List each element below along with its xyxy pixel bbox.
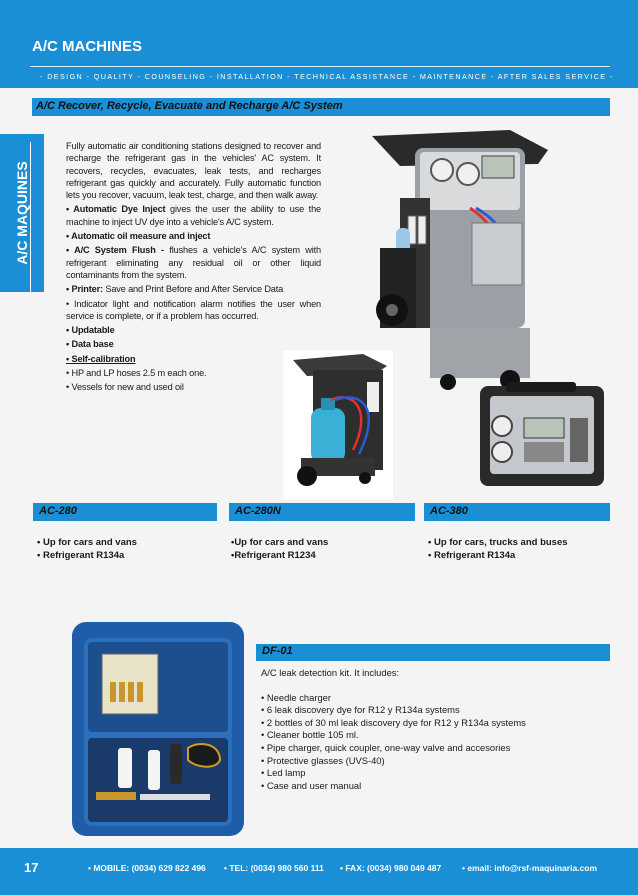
description-intro: Fully automatic air conditioning stations designed to recover and recharge the refrigerant gas in the vehicles' AC system. It recovers, recycles, evacuates, leak tests, and recharges refrigerant gas quickly and accurately. Fully automatic function lets you recover, vacuum, leak test, charge, and then walk away. bbox=[66, 141, 321, 201]
page-number: 17 bbox=[24, 860, 39, 875]
list-item: • Refrigerant R134a bbox=[428, 550, 516, 561]
feature-item: • Vessels for new and used oil bbox=[66, 382, 184, 393]
model-bar-ac-280n bbox=[229, 503, 415, 521]
page-footer bbox=[0, 848, 638, 895]
feature-item: • Updatable bbox=[66, 325, 115, 336]
feature-item: • Printer: Save and Print Before and After Service Data bbox=[66, 284, 284, 295]
model-features-ac-380 bbox=[428, 536, 568, 562]
side-divider bbox=[30, 142, 31, 292]
header-divider bbox=[30, 66, 610, 67]
feature-item: • Automatic Dye Inject gives the user the ability to use the machine to inject UV dye into a vehicle's A/C system. bbox=[66, 204, 321, 227]
footer-mobile: • MOBILE: (0034) 629 822 496 bbox=[88, 863, 206, 873]
list-item: • Pipe charger, quick coupler, one-way valve and accesories bbox=[261, 741, 511, 753]
feature-item: • Indicator light and notification alarm notifies the user when service is complete, or if a problem has occurred. bbox=[66, 298, 321, 321]
side-tab bbox=[0, 134, 44, 292]
header-title: A/C MACHINES bbox=[32, 38, 143, 55]
footer-fax: • FAX: (0034) 980 049 487 bbox=[340, 863, 442, 873]
model-bar-ac-380 bbox=[424, 503, 610, 521]
list-item: • Case and user manual bbox=[261, 779, 362, 791]
list-item: • Needle charger bbox=[261, 691, 331, 703]
model-features-ac-280n bbox=[231, 536, 328, 562]
footer-tel: • TEL: (0034) 980 560 111 bbox=[224, 863, 324, 873]
model-name: AC-280N bbox=[235, 505, 281, 517]
list-item: • Cleaner bottle 105 ml. bbox=[261, 729, 359, 741]
feature-item: • HP and LP hoses 2.5 m each one. bbox=[66, 368, 207, 379]
model-name: AC-380 bbox=[430, 505, 468, 517]
model-name: DF-01 bbox=[262, 645, 293, 657]
list-item: • Led lamp bbox=[261, 767, 306, 779]
section-title: A/C Recover, Recycle, Evacuate and Recharge A/C System bbox=[36, 100, 343, 112]
df-01-kit-image bbox=[70, 620, 246, 838]
side-tab-label: A/C MAQUINES bbox=[14, 161, 30, 265]
feature-item: • Data base bbox=[66, 339, 114, 350]
footer-email[interactable]: • email: info@rsf-maquinaria.com bbox=[462, 863, 598, 873]
model-bar-ac-280 bbox=[33, 503, 217, 521]
df-01-intro: A/C leak detection kit. It includes: bbox=[261, 667, 400, 678]
section-title-bar bbox=[32, 98, 610, 116]
list-item: •Up for cars and vans bbox=[231, 537, 329, 548]
model-features-ac-280 bbox=[37, 536, 137, 562]
list-item: •Refrigerant R1234 bbox=[231, 550, 316, 561]
df-01-description bbox=[261, 667, 601, 792]
services-strip: - DESIGN - QUALITY - COUNSELING - INSTALLATION - TECHNICAL ASSISTANCE - MAINTENANCE - AFTER SALES SERVICE - bbox=[40, 72, 614, 81]
list-item: • Protective glasses (UVS-40) bbox=[261, 754, 385, 766]
df-01-title-bar bbox=[256, 644, 610, 661]
list-item: • Up for cars and vans bbox=[37, 537, 137, 548]
feature-item: • Self-calibration bbox=[66, 353, 136, 364]
list-item: • Refrigerant R134a bbox=[37, 550, 125, 561]
list-item: • 6 leak discovery dye for R12 y R134a systems bbox=[261, 704, 460, 716]
feature-item: • A/C System Flush - flushes a vehicle's A/C system with refrigerant eliminating any residual oil or other liquid contaminants from the system. bbox=[66, 245, 322, 280]
list-item: • Up for cars, trucks and buses bbox=[428, 537, 568, 548]
ac-280n-machine-image bbox=[283, 350, 393, 500]
list-item: • 2 bottles of 30 ml leak discovery dye for R12 y R134a systems bbox=[261, 716, 526, 728]
ac-380-machine-image bbox=[478, 378, 608, 493]
feature-item: • Automatic oil measure and inject bbox=[66, 231, 211, 242]
page-header bbox=[0, 0, 638, 88]
model-name: AC-280 bbox=[39, 505, 77, 517]
